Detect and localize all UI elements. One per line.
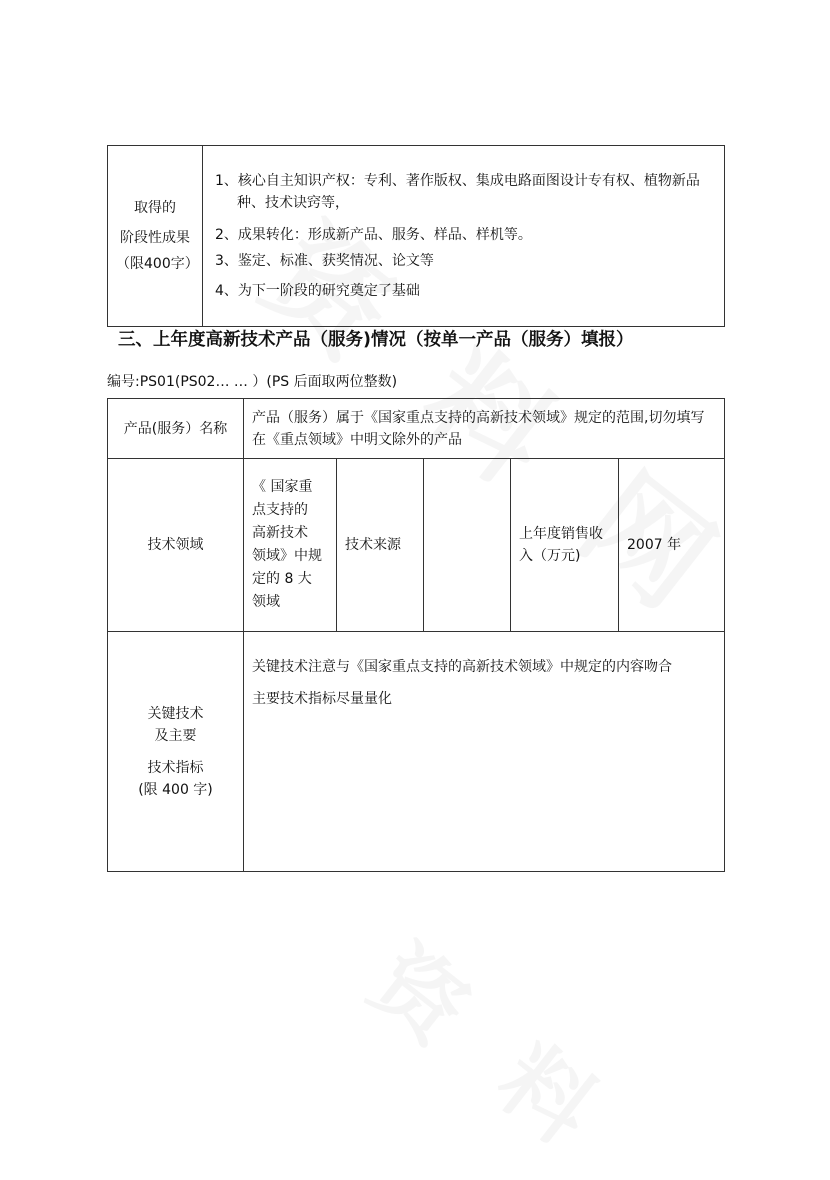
watermark — [349, 910, 643, 1179]
tech-field-note-line: 定的 8 大 — [252, 571, 312, 587]
key-tech-label-line: 关键技术 — [147, 705, 204, 722]
achievement-label-line-3: （限400字） — [116, 256, 199, 272]
achievement-item-1: 1、核心自主知识产权：专利、著作版权、集成电路面图设计专有权、植物新品种、技术诀窍等， — [215, 173, 700, 211]
achievement-label-line-1: 取得的 — [134, 200, 176, 216]
product-name-row — [108, 399, 725, 459]
key-tech-label-cell — [108, 632, 244, 872]
key-tech-label-line: (限 400 字) — [138, 781, 213, 798]
tech-field-note-line: 高新技术 — [252, 525, 308, 541]
key-tech-note-1: 关键技术注意与《国家重点支持的高新技术领域》中规定的内容吻合 — [252, 659, 672, 675]
product-name-label: 产品(服务）名称 — [108, 399, 244, 459]
tech-field-note-line: 点支持的 — [252, 502, 308, 518]
achievement-table — [107, 145, 725, 327]
tech-field-note-line: 《 国家重 — [252, 479, 313, 495]
key-tech-note-2: 主要技术指标尽量量化 — [252, 691, 392, 707]
code-note: 编号:PS01(PS02… … ）(PS 后面取两位整数) — [107, 374, 398, 390]
achievement-item-2: 2、成果转化：形成新产品、服务、样品、样机等。 — [215, 227, 532, 243]
tech-field-label: 技术领域 — [108, 459, 244, 632]
achievement-label-cell — [108, 146, 203, 327]
key-tech-label-line: 及主要 — [154, 727, 197, 744]
section-title: 三、上年度高新技术产品（服务)情况（按单一产品（服务）填报） — [118, 330, 634, 350]
achievement-content-cell — [203, 146, 725, 327]
tech-field-row — [108, 459, 725, 632]
product-table — [107, 398, 725, 872]
tech-field-note-line: 领域 — [252, 594, 280, 610]
tech-field-note — [244, 459, 337, 632]
product-name-note: 产品（服务）属于《国家重点支持的高新技术领域》规定的范围,切勿填写在《重点领域》中明文除外的产品 — [244, 399, 725, 459]
achievement-row — [108, 146, 725, 327]
achievement-label-line-2: 阶段性成果 — [120, 230, 190, 246]
achievement-item-3: 3、鉴定、标准、获奖情况、论文等 — [215, 253, 434, 269]
key-tech-row — [108, 632, 725, 872]
key-tech-content-cell — [244, 632, 725, 872]
sales-year: 2007 年 — [619, 459, 725, 632]
achievement-item-4: 4、为下一阶段的研究奠定了基础 — [215, 283, 420, 299]
key-tech-label-line: 技术指标 — [147, 759, 204, 776]
sales-label: 上年度销售收入（万元) — [511, 459, 619, 632]
tech-source-value — [424, 459, 511, 632]
tech-source-label: 技术来源 — [337, 459, 424, 632]
tech-field-note-line: 领域》中规 — [252, 548, 322, 564]
